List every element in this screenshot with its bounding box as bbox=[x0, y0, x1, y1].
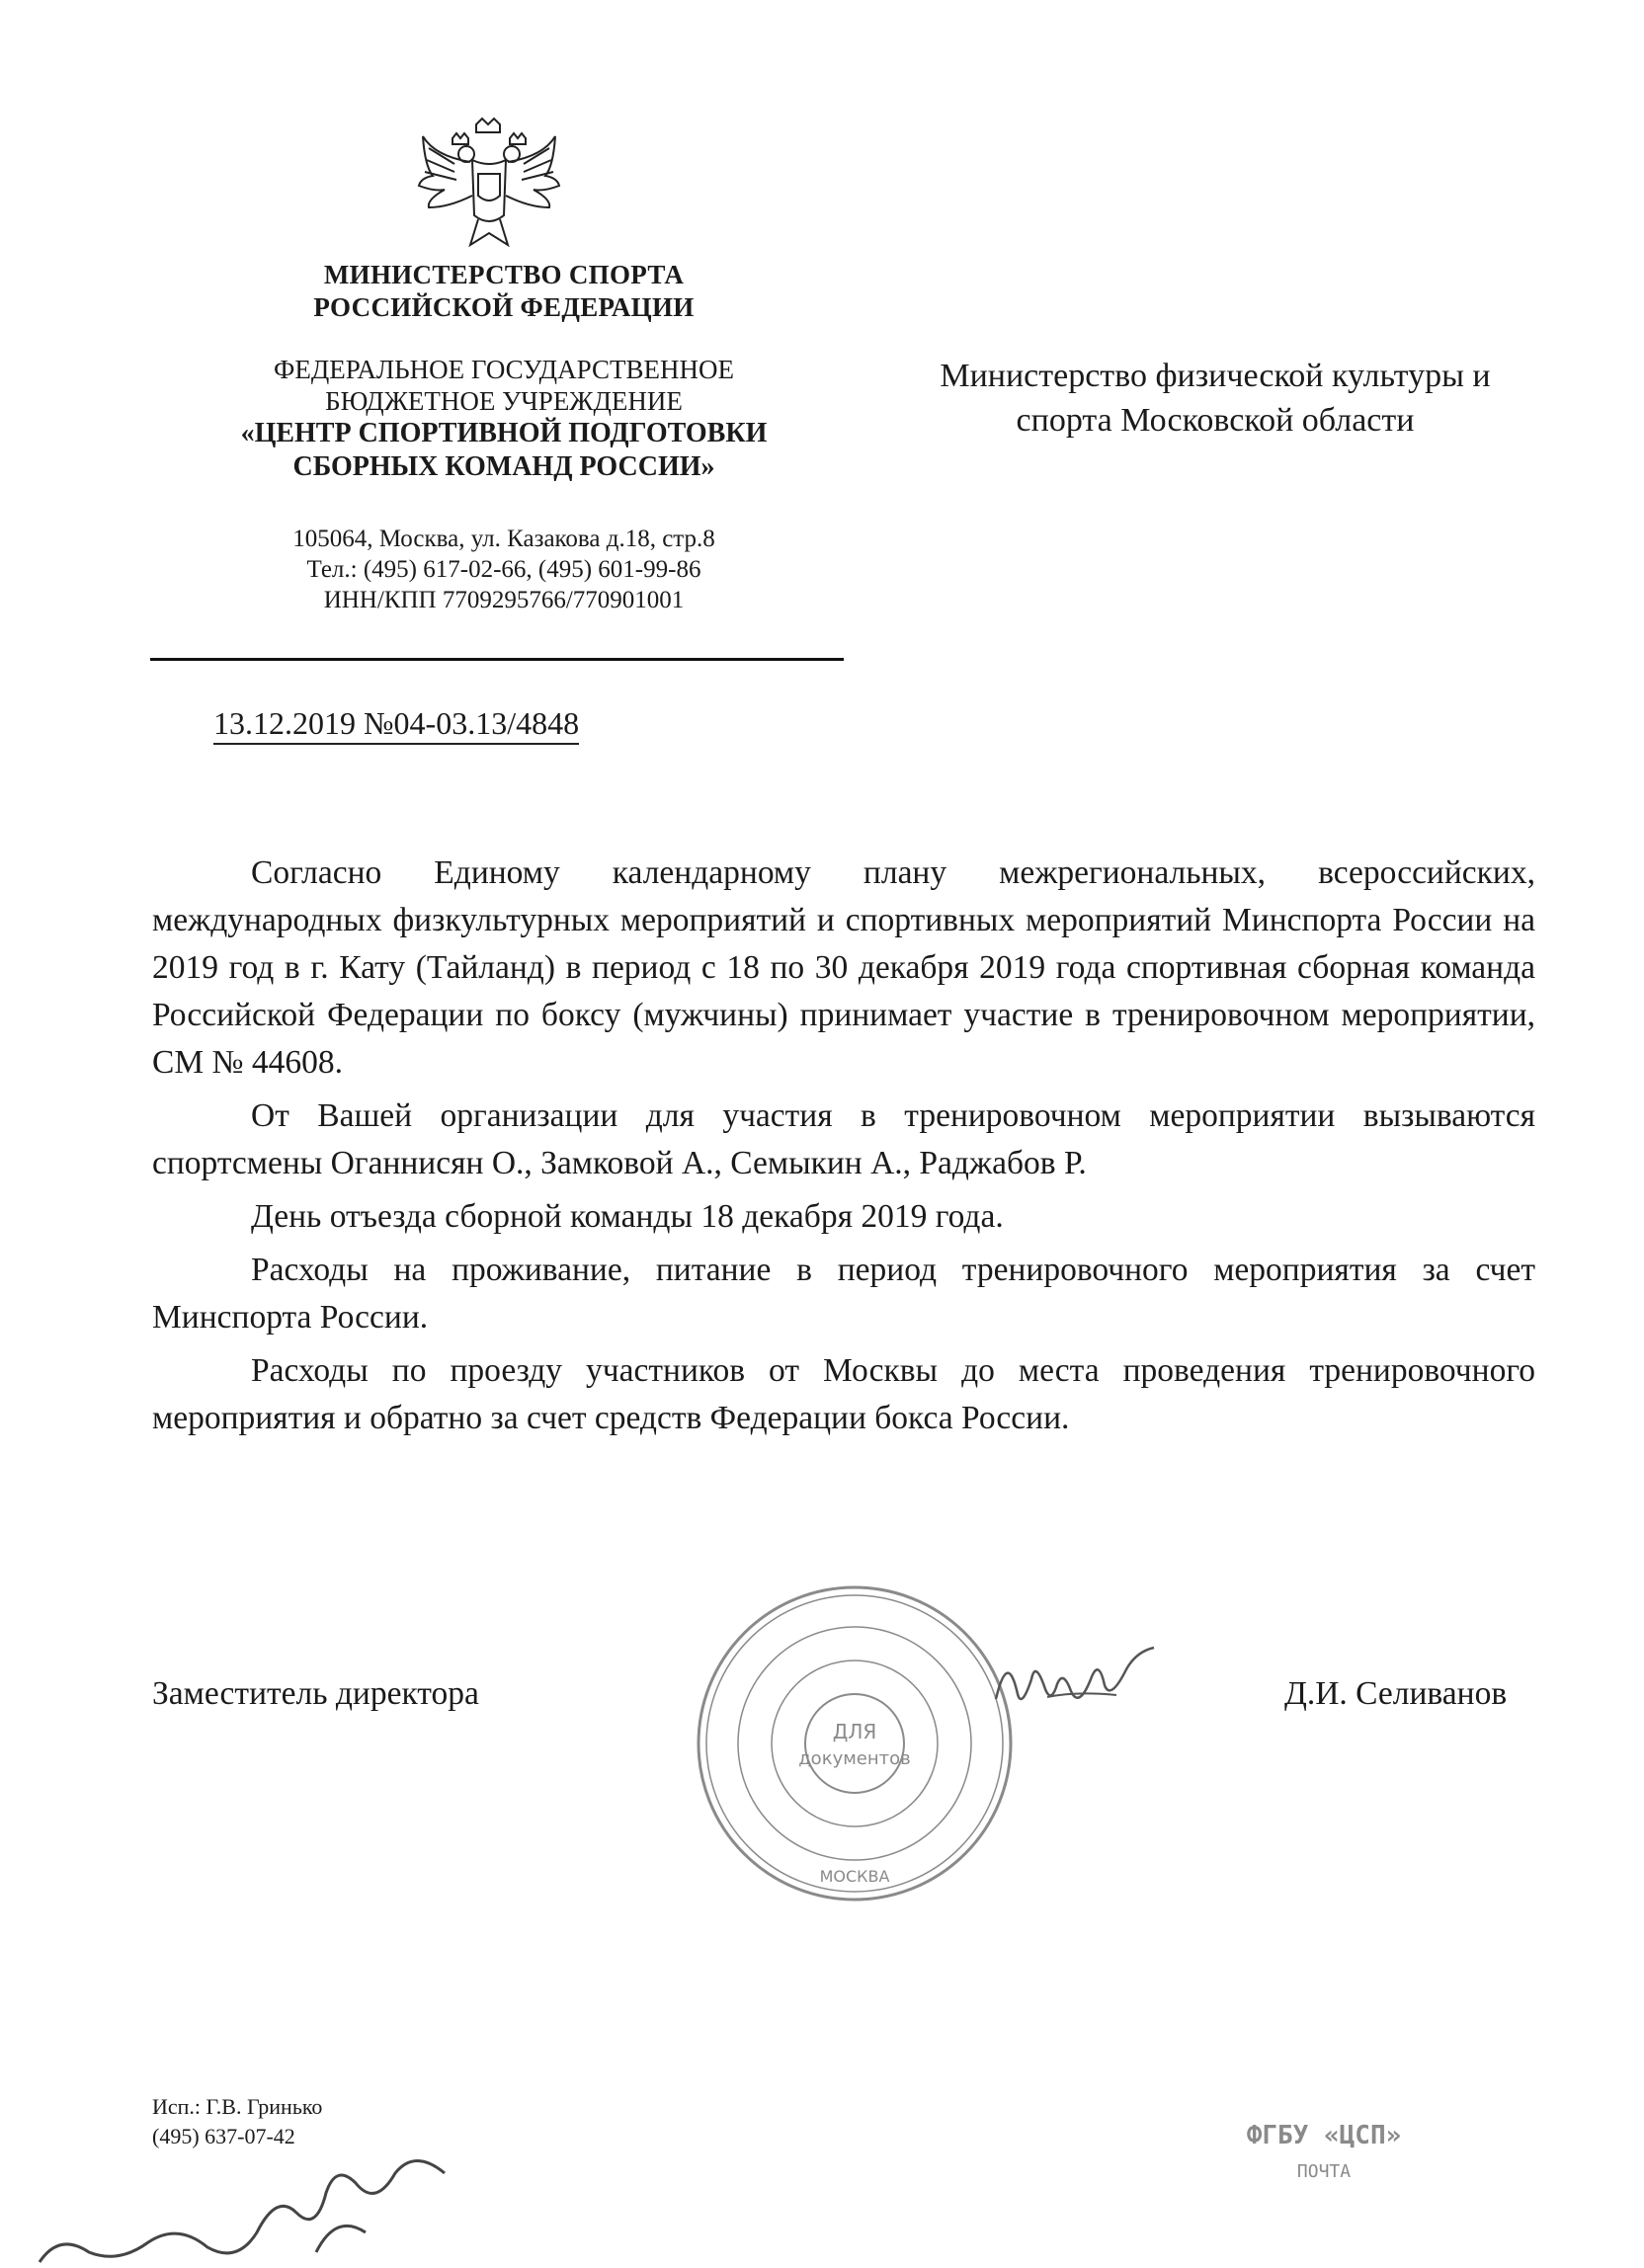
stamp-org-text: ФГБУ «ЦСП» bbox=[1246, 2121, 1402, 2150]
seal-city-text: МОСКВА bbox=[819, 1867, 890, 1886]
header-divider bbox=[150, 658, 844, 661]
org-inn: ИНН/КПП 7709295766/770901001 bbox=[323, 587, 685, 613]
org-name-line: «ЦЕНТР СПОРТИВНОЙ ПОДГОТОВКИ bbox=[240, 418, 768, 448]
org-line: БЮДЖЕТНОЕ УЧРЕЖДЕНИЕ bbox=[325, 386, 683, 416]
organization-header bbox=[148, 354, 860, 484]
body-paragraph: Расходы на проживание, питание в период тренировочного мероприятия за счет Минспорта России. bbox=[152, 1252, 1535, 1336]
executor-name: Исп.: Г.В. Гринько bbox=[152, 2094, 323, 2119]
body-paragraph: Согласно Единому календарному плану межрегиональных, всероссийских, международных физкультурных мероприятий и спортивных мероприятий Минспорта России на 2019 год в г. Кату (Тайланд) в период с 18 по 30 декабря 2019 года спортивная сборная команда Российской Федерации по боксу (мужчины) принимает участие в тренировочном мероприятии, СМ № 44608. bbox=[152, 854, 1535, 1081]
seal-center-text: ДЛЯ bbox=[832, 1720, 877, 1743]
official-seal bbox=[692, 1580, 1018, 1906]
handwritten-signature bbox=[988, 1640, 1166, 1729]
org-name-line: СБОРНЫХ КОМАНД РОССИИ» bbox=[292, 451, 715, 482]
registration-number bbox=[213, 703, 579, 743]
recipient-line: спорта Московской области bbox=[1016, 402, 1415, 439]
recipient-block bbox=[869, 354, 1561, 443]
russian-coat-of-arms-icon bbox=[415, 117, 563, 255]
executor-phone: (495) 637-07-42 bbox=[152, 2124, 295, 2148]
body-paragraph: День отъезда сборной команды 18 декабря 2019 года. bbox=[251, 1198, 1004, 1235]
stamp-mail-text: ПОЧТА bbox=[1296, 2161, 1352, 2182]
body-paragraph: Расходы по проезду участников от Москвы до места проведения тренировочного мероприятия и обратно за счет средств Федерации бокса России. bbox=[152, 1352, 1535, 1436]
letter-body bbox=[152, 850, 1535, 1448]
executor-block bbox=[152, 2092, 322, 2151]
registration-text: 13.12.2019 №04-03.13/4848 bbox=[213, 705, 579, 745]
body-paragraph: От Вашей организации для участия в тренировочном мероприятии вызываются спортсмены Оганнисян О., Замковой А., Семыкин А., Раджабов Р. bbox=[152, 1097, 1535, 1181]
seal-center-text: документов bbox=[798, 1748, 911, 1769]
org-contacts bbox=[148, 524, 860, 615]
ministry-line: МИНИСТЕРСТВО СПОРТА bbox=[323, 260, 685, 289]
handwritten-mark bbox=[0, 2153, 494, 2268]
ministry-header bbox=[148, 259, 860, 324]
recipient-line: Министерство физической культуры и bbox=[940, 358, 1491, 394]
org-phones: Тел.: (495) 617-02-66, (495) 601-99-86 bbox=[306, 556, 701, 583]
ministry-line: РОССИЙСКОЙ ФЕДЕРАЦИИ bbox=[313, 292, 695, 322]
org-address: 105064, Москва, ул. Казакова д.18, стр.8 bbox=[292, 526, 715, 552]
mail-stamp bbox=[1215, 2108, 1433, 2197]
org-line: ФЕДЕРАЛЬНОЕ ГОСУДАРСТВЕННОЕ bbox=[274, 355, 734, 384]
signatory-name: Д.И. Селиванов bbox=[1284, 1675, 1508, 1712]
signatory-position: Заместитель директора bbox=[152, 1675, 479, 1712]
